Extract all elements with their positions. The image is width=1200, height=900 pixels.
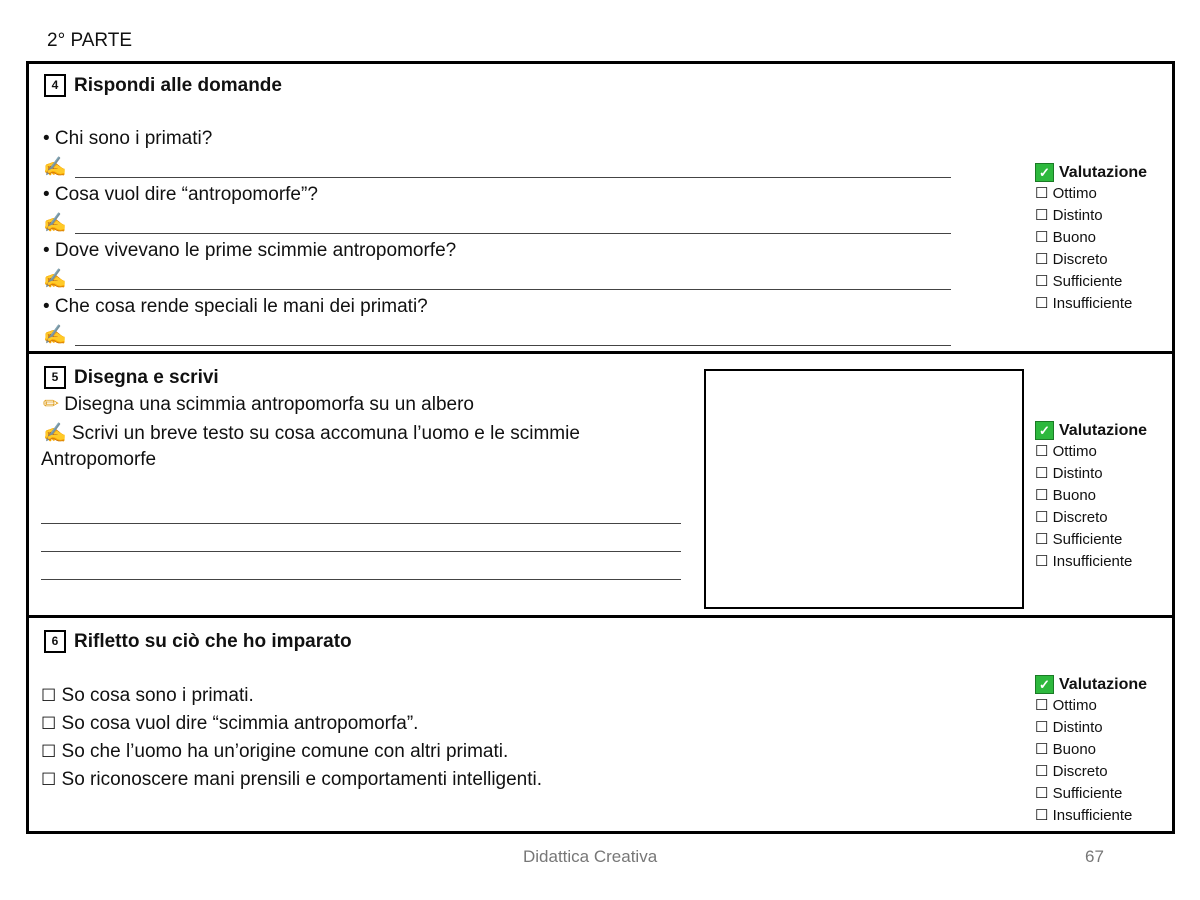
checkbox-icon: ☐ <box>1035 207 1049 224</box>
question-2: • Cosa vuol dire “antropomorfe”? <box>43 184 318 205</box>
write-instruction-cont: Antropomorfe <box>41 449 157 470</box>
evaluation-option-buono[interactable]: ☐ Buono <box>1035 487 1096 504</box>
footer-brand: Didattica Creativa <box>523 847 658 866</box>
evaluation-option-distinto[interactable]: ☐ Distinto <box>1035 465 1103 482</box>
evaluation-option-sufficiente[interactable]: ☐ Sufficiente <box>1035 273 1123 290</box>
pencil-icon: ✏ <box>43 394 59 415</box>
section-6 <box>29 621 1172 831</box>
writing-hand-icon: ✍ <box>43 213 67 234</box>
evaluation-option-insufficiente[interactable]: ☐ Insufficiente <box>1035 553 1133 570</box>
evaluation-option-discreto[interactable]: ☐ Discreto <box>1035 763 1108 780</box>
evaluation-option-distinto[interactable]: ☐ Distinto <box>1035 719 1103 736</box>
section-number: 4 <box>44 74 66 97</box>
evaluation-title: ✓ Valutazione <box>1035 421 1147 440</box>
page-number: 67 <box>1085 847 1104 866</box>
evaluation-option-ottimo[interactable]: ☐ Ottimo <box>1035 185 1097 202</box>
checkbox-icon: ☐ <box>1035 553 1049 570</box>
answer-line-2[interactable] <box>43 214 951 234</box>
draw-instruction: ✏ Disegna una scimmia antropomorfa su un albero <box>43 394 474 415</box>
writing-line[interactable] <box>41 551 681 552</box>
writing-hand-icon: ✍ <box>43 157 67 178</box>
checkbox-icon: ☐ <box>1035 465 1049 482</box>
evaluation-option-buono[interactable]: ☐ Buono <box>1035 229 1096 246</box>
part-label: 2° PARTE <box>47 30 133 51</box>
evaluation-option-ottimo[interactable]: ☐ Ottimo <box>1035 443 1097 460</box>
evaluation-title: ✓ Valutazione <box>1035 163 1147 182</box>
evaluation-option-insufficiente[interactable]: ☐ Insufficiente <box>1035 295 1133 312</box>
check-icon: ✓ <box>1035 421 1054 440</box>
self-check-item-4[interactable]: ☐ So riconoscere mani prensili e comportamenti intelligenti. <box>41 769 543 790</box>
evaluation-option-sufficiente[interactable]: ☐ Sufficiente <box>1035 531 1123 548</box>
evaluation-panel <box>1035 421 1147 573</box>
checkbox-icon: ☐ <box>1035 251 1049 268</box>
question-3: • Dove vivevano le prime scimmie antropomorfe? <box>43 240 457 261</box>
evaluation-option-discreto[interactable]: ☐ Discreto <box>1035 251 1108 268</box>
evaluation-panel <box>1035 163 1147 315</box>
write-instruction: ✍ Scrivi un breve testo su cosa accomuna l’uomo e le scimmie <box>43 423 580 444</box>
question-4: • Che cosa rende speciali le mani dei primati? <box>43 296 428 317</box>
evaluation-option-discreto[interactable]: ☐ Discreto <box>1035 509 1108 526</box>
section-5-title <box>44 366 219 389</box>
checkbox-icon: ☐ <box>41 770 57 789</box>
evaluation-option-sufficiente[interactable]: ☐ Sufficiente <box>1035 785 1123 802</box>
checkbox-icon: ☐ <box>1035 807 1049 824</box>
checkbox-icon: ☐ <box>1035 443 1049 460</box>
section-6-title <box>44 630 352 653</box>
section-number: 6 <box>44 630 66 653</box>
checkbox-icon: ☐ <box>1035 185 1049 202</box>
checkbox-icon: ☐ <box>1035 531 1049 548</box>
evaluation-panel <box>1035 675 1147 827</box>
question-1: • Chi sono i primati? <box>43 128 213 149</box>
checkbox-icon: ☐ <box>1035 229 1049 246</box>
checkbox-icon: ☐ <box>1035 295 1049 312</box>
section-4 <box>29 64 1172 354</box>
checkbox-icon: ☐ <box>1035 741 1049 758</box>
section-number: 5 <box>44 366 66 389</box>
checkbox-icon: ☐ <box>1035 697 1049 714</box>
checkbox-icon: ☐ <box>41 742 57 761</box>
writing-line[interactable] <box>41 579 681 580</box>
checkbox-icon: ☐ <box>1035 273 1049 290</box>
answer-line-4[interactable] <box>43 326 951 346</box>
evaluation-option-buono[interactable]: ☐ Buono <box>1035 741 1096 758</box>
section-4-title <box>44 74 282 97</box>
section-title: Disegna e scrivi <box>74 366 219 388</box>
check-icon: ✓ <box>1035 675 1054 694</box>
checkbox-icon: ☐ <box>1035 719 1049 736</box>
checkbox-icon: ☐ <box>1035 509 1049 526</box>
checkbox-icon: ☐ <box>1035 785 1049 802</box>
evaluation-title: ✓ Valutazione <box>1035 675 1147 694</box>
answer-line-1[interactable] <box>43 158 951 178</box>
self-check-item-3[interactable]: ☐ So che l’uomo ha un’origine comune con altri primati. <box>41 741 509 762</box>
section-title: Rifletto su ciò che ho imparato <box>74 630 352 652</box>
self-check-item-1[interactable]: ☐ So cosa sono i primati. <box>41 685 254 706</box>
checkbox-icon: ☐ <box>1035 487 1049 504</box>
check-icon: ✓ <box>1035 163 1054 182</box>
checkbox-icon: ☐ <box>1035 763 1049 780</box>
evaluation-option-distinto[interactable]: ☐ Distinto <box>1035 207 1103 224</box>
worksheet-frame <box>26 61 1175 834</box>
answer-line-3[interactable] <box>43 270 951 290</box>
writing-hand-icon: ✍ <box>43 325 67 346</box>
writing-hand-icon: ✍ <box>43 423 67 444</box>
checkbox-icon: ☐ <box>41 686 57 705</box>
checkbox-icon: ☐ <box>41 714 57 733</box>
section-5 <box>29 357 1172 618</box>
section-title: Rispondi alle domande <box>74 74 282 96</box>
writing-hand-icon: ✍ <box>43 269 67 290</box>
evaluation-option-insufficiente[interactable]: ☐ Insufficiente <box>1035 807 1133 824</box>
evaluation-option-ottimo[interactable]: ☐ Ottimo <box>1035 697 1097 714</box>
self-check-item-2[interactable]: ☐ So cosa vuol dire “scimmia antropomorfa”. <box>41 713 419 734</box>
writing-line[interactable] <box>41 523 681 524</box>
drawing-box[interactable] <box>704 369 1024 609</box>
